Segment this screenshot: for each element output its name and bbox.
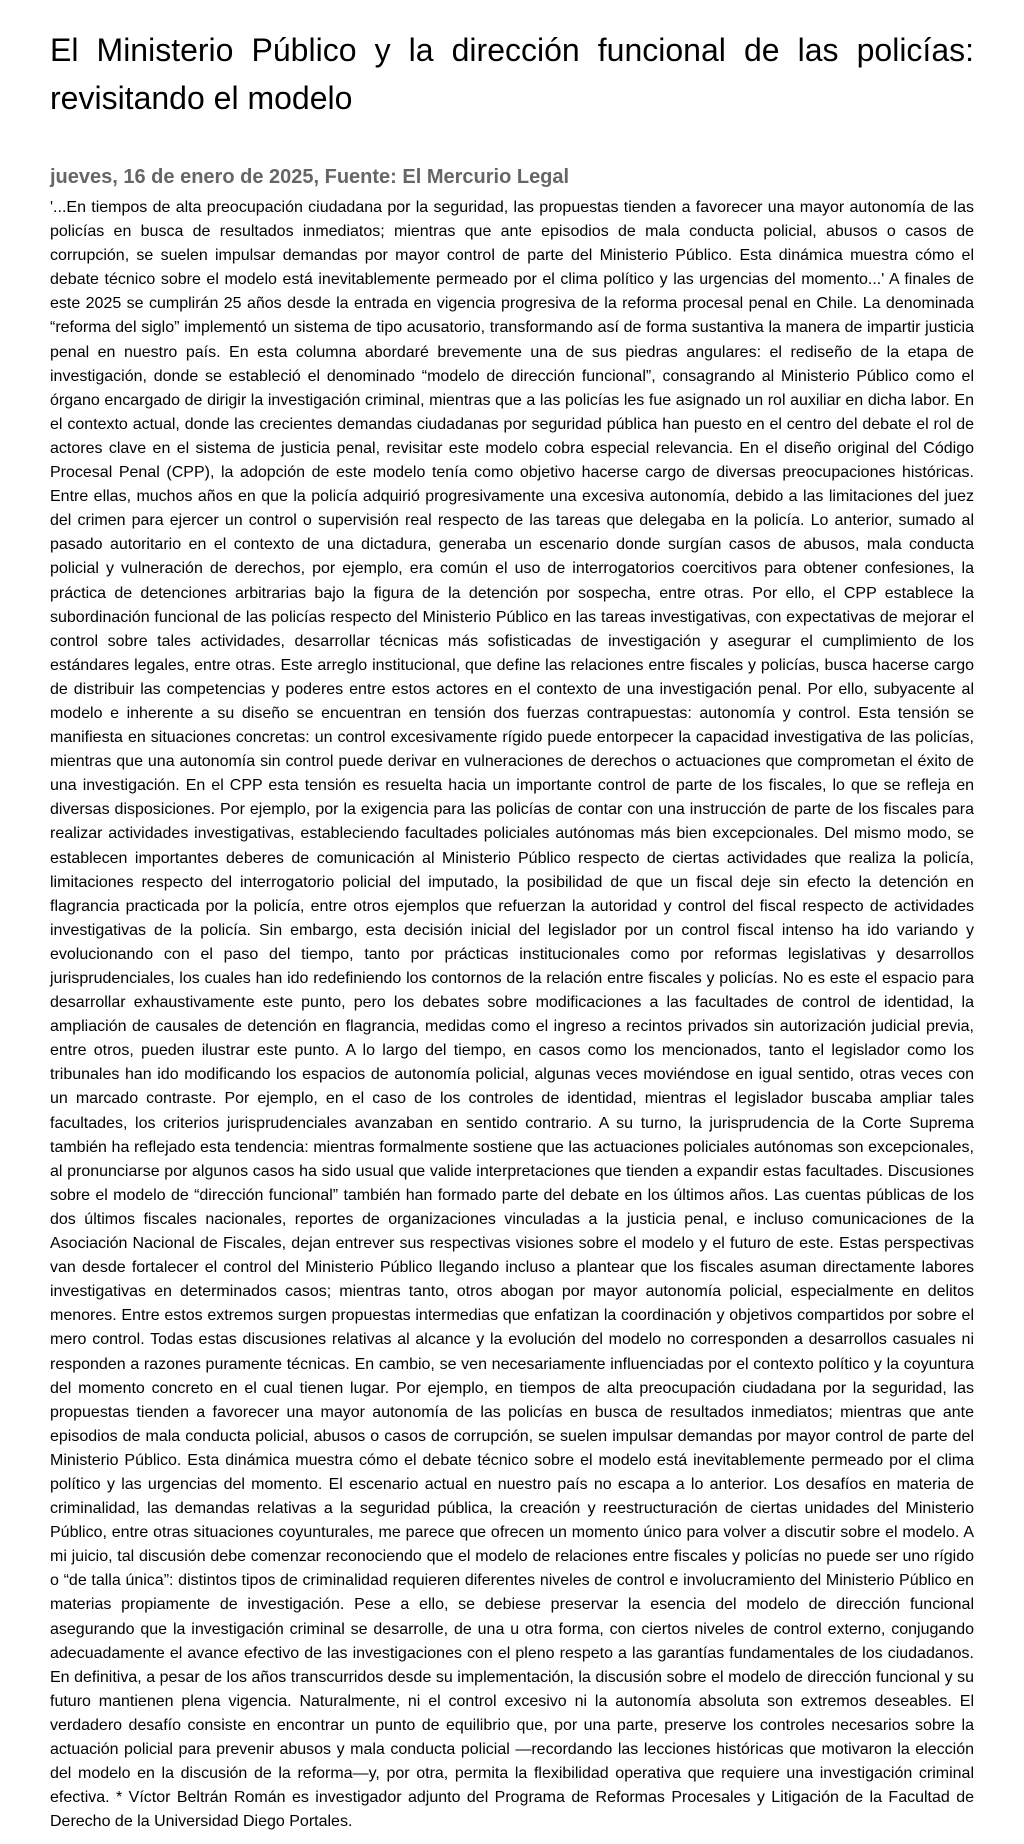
article-date-source: jueves, 16 de enero de 2025, Fuente: El Mercurio Legal: [50, 166, 570, 188]
article-body: '...En tiempos de alta preocupación ciudadana por la seguridad, las propuestas tienden a favorecer una mayor autonomía de las policías en busca de resultados inmediatos; mientras que ante episodios de mala conducta policial, abusos o casos de corrupción, se suelen impulsar demandas por mayor control de parte del Ministerio Público. Esta dinámica muestra cómo el debate técnico sobre el modelo está inevitablemente permeado por el clima político y las urgencias del momento...' A finales de este 2025 se cumplirán 25 años desde la entrada en vigencia progresiva de la reforma procesal penal en Chile. La denominada “reforma del siglo” implementó un sistema de tipo acusatorio, transformando así de forma sustantiva la manera de impartir justicia penal en nuestro país. En esta columna abordaré brevemente una de sus piedras angulares: el rediseño de la etapa de investigación, donde se estableció el denominado “modelo de dirección funcional”, consagrando al Ministerio Público como el órgano encargado de dirigir la investigación criminal, mientras que a las policías les fue asignado un rol auxiliar en dicha labor. En el contexto actual, donde las crecientes demandas ciudadanas por seguridad pública han puesto en el centro del debate el rol de actores clave en el sistema de justicia penal, revisitar este modelo cobra especial relevancia. En el diseño original del Código Procesal Penal (CPP), la adopción de este modelo tenía como objetivo hacerse cargo de diversas preocupaciones históricas. Entre ellas, muchos años en que la policía adquirió progresivamente una excesiva autonomía, debido a las limitaciones del juez del crimen para ejercer un control o supervisión real respecto de las tareas que delegaba en la policía. Lo anterior, sumado al pasado autoritario en el contexto de una dictadura, generaba un escenario donde surgían casos de abusos, mala conducta policial y vulneración de derechos, por ejemplo, era común el uso de interrogatorios coercitivos para obtener confesiones, la práctica de detenciones arbitrarias bajo la figura de la detención por sospecha, entre otras. Por ello, el CPP establece la subordinación funcional de las policías respecto del Ministerio Público en las tareas investigativas, con expectativas de mejorar el control sobre tales actividades, desarrollar técnicas más sofisticadas de investigación y asegurar el cumplimiento de los estándares legales, entre otras. Este arreglo institucional, que define las relaciones entre fiscales y policías, busca hacerse cargo de distribuir las competencias y poderes entre estos actores en el contexto de una investigación penal. Por ello, subyacente al modelo e inherente a su diseño se encuentran en tensión dos fuerzas contrapuestas: autonomía y control. Esta tensión se manifiesta en situaciones concretas: un control excesivamente rígido puede entorpecer la capacidad investigativa de las policías, mientras que una autonomía sin control puede derivar en vulneraciones de derechos o actuaciones que comprometan el éxito de una investigación. En el CPP esta tensión es resuelta hacia un importante control de parte de los fiscales, lo que se refleja en diversas disposiciones. Por ejemplo, por la exigencia para las policías de contar con una instrucción de parte de los fiscales para realizar actividades investigativas, estableciendo facultades policiales autónomas más bien excepcionales. Del mismo modo, se establecen importantes deberes de comunicación al Ministerio Público respecto de ciertas actividades que realiza la policía, limitaciones respecto del interrogatorio policial del imputado, la posibilidad de que un fiscal deje sin efecto la detención en flagrancia practicada por la policía, entre otros ejemplos que refuerzan la autoridad y control del fiscal respecto de actividades investigativas de la policía. Sin embargo, esta decisión inicial del legislador por un control fiscal intenso ha ido variando y evolucionando con el paso del tiempo, tanto por prácticas institucionales como por reformas legislativas y desarrollos jurisprudenciales, los cuales han ido redefiniendo los contornos de la relación entre fiscales y policías. No es este el espacio para desarrollar exhaustivamente este punto, pero los debates sobre modificaciones a las facultades de control de identidad, la ampliación de causales de detención en flagrancia, medidas como el ingreso a recintos privados sin autorización judicial previa, entre otros, pueden ilustrar este punto. A lo largo del tiempo, en casos como los mencionados, tanto el legislador como los tribunales han ido modificando los espacios de autonomía policial, algunas veces moviéndose en igual sentido, otras veces con un marcado contraste. Por ejemplo, en el caso de los controles de identidad, mientras el legislador buscaba ampliar tales facultades, los criterios jurisprudenciales avanzaban en sentido contrario. A su turno, la jurisprudencia de la Corte Suprema también ha reflejado esta tendencia: mientras formalmente sostiene que las actuaciones policiales autónomas son excepcionales, al pronunciarse por algunos casos ha sido usual que valide interpretaciones que tienden a expandir estas facultades. Discusiones sobre el modelo de “dirección funcional” también han formado parte del debate en los últimos años. Las cuentas públicas de los dos últimos fiscales nacionales, reportes de organizaciones vinculadas a la justicia penal, e incluso comunicaciones de la Asociación Nacional de Fiscales, dejan entrever sus respectivas visiones sobre el modelo y el futuro de este. Estas perspectivas van desde fortalecer el control del Ministerio Público llegando incluso a plantear que los fiscales asuman directamente labores investigativas en determinados casos; mientras tanto, otros abogan por mayor autonomía policial, especialmente en delitos menores. Entre estos extremos surgen propuestas intermedias que enfatizan la coordinación y objetivos compartidos por sobre el mero control. Todas estas discusiones relativas al alcance y la evolución del modelo no corresponden a desarrollos casuales ni responden a razones puramente técnicas. En cambio, se ven necesariamente influenciadas por el contexto político y la coyuntura del momento concreto en el cual tienen lugar. Por ejemplo, en tiempos de alta preocupación ciudadana por la seguridad, las propuestas tienden a favorecer una mayor autonomía de las policías en busca de resultados inmediatos; mientras que ante episodios de mala conducta policial, abusos o casos de corrupción, se suelen impulsar demandas por mayor control de parte del Ministerio Público. Esta dinámica muestra cómo el debate técnico sobre el modelo está inevitablemente permeado por el clima político y las urgencias del momento. El escenario actual en nuestro país no escapa a lo anterior. Los desafíos en materia de criminalidad, las demandas relativas a la seguridad pública, la creación y reestructuración de ciertas unidades del Ministerio Público, entre otras situaciones coyunturales, me parece que ofrecen un momento único para volver a discutir sobre el modelo. A mi juicio, tal discusión debe comenzar reconociendo que el modelo de relaciones entre fiscales y policías no puede ser uno rígido o “de talla única”: distintos tipos de criminalidad requieren diferentes niveles de control e involucramiento del Ministerio Público en materias propiamente de investigación. Pese a ello, se debiese preservar la esencia del modelo de dirección funcional asegurando que la investigación criminal se desarrolle, de una u otra forma, con ciertos niveles de control externo, conjugando adecuadamente el avance efectivo de las investigaciones con el pleno respeto a las garantías fundamentales de los ciudadanos. En definitiva, a pesar de los años transcurridos desde su implementación, la discusión sobre el modelo de dirección funcional y su futuro mantienen plena vigencia. Naturalmente, ni el control excesivo ni la autonomía absoluta son extremos deseables. El verdadero desafío consiste en encontrar un punto de equilibrio que, por una parte, preserve los controles necesarios sobre la actuación policial para prevenir abusos y mala conducta policial —recordando las lecciones históricas que motivaron la elección del modelo en la discusión de la reforma—y, por otra, permita la flexibilidad operativa que requiere una investigación criminal efectiva. * Víctor Beltrán Román es investigador adjunto del Programa de Reformas Procesales y Litigación de la Facultad de Derecho de la Universidad Diego Portales.: [50, 199, 974, 1831]
article-title: El Ministerio Público y la dirección funcional de las policías: revisitando el modelo: [50, 32, 974, 116]
